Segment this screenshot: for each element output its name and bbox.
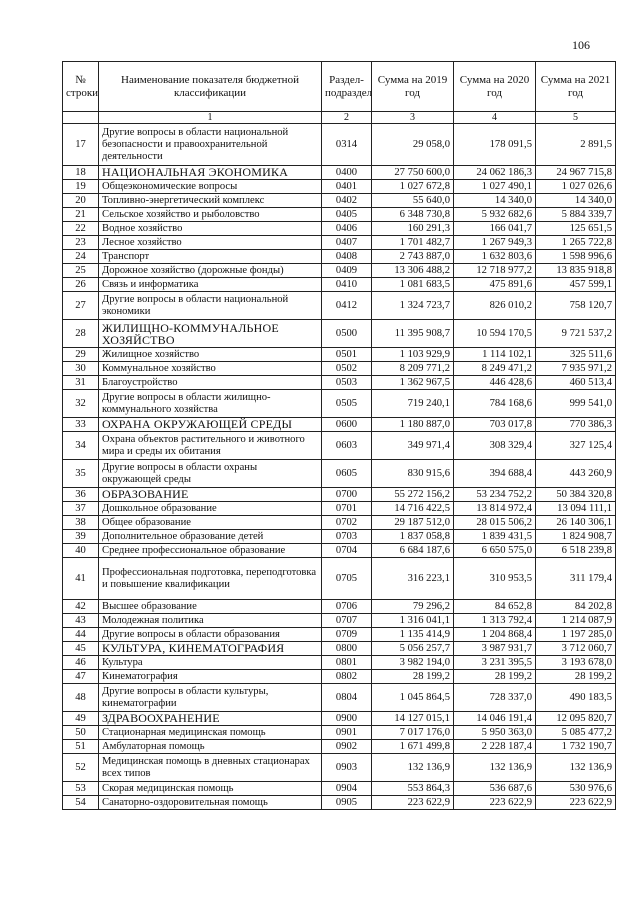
sum-2020: 12 718 977,2	[454, 264, 536, 278]
indicator-name: Общеэкономические вопросы	[99, 180, 322, 194]
section-code: 0801	[322, 656, 372, 670]
row-number: 24	[63, 250, 99, 264]
indicator-name: ОБРАЗОВАНИЕ	[99, 488, 322, 502]
section-code: 0406	[322, 222, 372, 236]
section-code: 0407	[322, 236, 372, 250]
sum-2021: 325 511,6	[536, 348, 616, 362]
table-row	[63, 488, 616, 502]
sum-2021: 1 214 087,9	[536, 614, 616, 628]
sum-2021: 1 027 026,6	[536, 180, 616, 194]
section-code: 0702	[322, 516, 372, 530]
sum-2021: 28 199,2	[536, 670, 616, 684]
sum-2020: 536 687,6	[454, 782, 536, 796]
row-number: 46	[63, 656, 99, 670]
indicator-name: Дошкольное образование	[99, 502, 322, 516]
sum-2021: 490 183,5	[536, 684, 616, 712]
column-number-blank	[63, 112, 99, 124]
row-number: 18	[63, 166, 99, 180]
table-row	[63, 684, 616, 712]
section-code: 0503	[322, 376, 372, 390]
table-row	[63, 530, 616, 544]
table-row	[63, 348, 616, 362]
sum-2019: 6 684 187,6	[372, 544, 454, 558]
sum-2021: 7 935 971,2	[536, 362, 616, 376]
indicator-name: КУЛЬТУРА, КИНЕМАТОГРАФИЯ	[99, 642, 322, 656]
row-number: 50	[63, 726, 99, 740]
table-row	[63, 558, 616, 600]
sum-2019: 1 135 414,9	[372, 628, 454, 642]
table-row	[63, 614, 616, 628]
sum-2019: 830 915,6	[372, 460, 454, 488]
section-code: 0405	[322, 208, 372, 222]
sum-2020: 6 650 575,0	[454, 544, 536, 558]
sum-2019: 13 306 488,2	[372, 264, 454, 278]
row-number: 43	[63, 614, 99, 628]
sum-2021: 3 712 060,7	[536, 642, 616, 656]
sum-2021: 443 260,9	[536, 460, 616, 488]
indicator-name: НАЦИОНАЛЬНАЯ ЭКОНОМИКА	[99, 166, 322, 180]
row-number: 52	[63, 754, 99, 782]
column-number: 4	[454, 112, 536, 124]
sum-2019: 7 017 176,0	[372, 726, 454, 740]
sum-2019: 1 671 499,8	[372, 740, 454, 754]
indicator-name: Лесное хозяйство	[99, 236, 322, 250]
sum-2020: 2 228 187,4	[454, 740, 536, 754]
sum-2021: 223 622,9	[536, 796, 616, 810]
sum-2021: 1 598 996,6	[536, 250, 616, 264]
indicator-name: Высшее образование	[99, 600, 322, 614]
sum-2020: 14 046 191,4	[454, 712, 536, 726]
sum-2021: 5 085 477,2	[536, 726, 616, 740]
indicator-name: Амбулаторная помощь	[99, 740, 322, 754]
indicator-name: ЖИЛИЩНО-КОММУНАЛЬНОЕ ХОЗЯЙСТВО	[99, 320, 322, 348]
sum-2021: 5 884 339,7	[536, 208, 616, 222]
row-number: 39	[63, 530, 99, 544]
table-row	[63, 124, 616, 166]
sum-2021: 1 824 908,7	[536, 530, 616, 544]
sum-2019: 1 103 929,9	[372, 348, 454, 362]
sum-2019: 29 058,0	[372, 124, 454, 166]
indicator-name: Дорожное хозяйство (дорожные фонды)	[99, 264, 322, 278]
row-number: 30	[63, 362, 99, 376]
indicator-name: Общее образование	[99, 516, 322, 530]
indicator-name: ОХРАНА ОКРУЖАЮЩЕЙ СРЕДЫ	[99, 418, 322, 432]
column-number-row	[63, 112, 616, 124]
section-code: 0408	[322, 250, 372, 264]
row-number: 48	[63, 684, 99, 712]
row-number: 37	[63, 502, 99, 516]
column-number: 2	[322, 112, 372, 124]
sum-2019: 1 324 723,7	[372, 292, 454, 320]
row-number: 31	[63, 376, 99, 390]
indicator-name: Водное хозяйство	[99, 222, 322, 236]
row-number: 20	[63, 194, 99, 208]
table-row	[63, 460, 616, 488]
section-code: 0505	[322, 390, 372, 418]
indicator-name: Молодежная политика	[99, 614, 322, 628]
section-code: 0700	[322, 488, 372, 502]
row-number: 33	[63, 418, 99, 432]
sum-2020: 308 329,4	[454, 432, 536, 460]
table-row	[63, 292, 616, 320]
indicator-name: Связь и информатика	[99, 278, 322, 292]
sum-2020: 24 062 186,3	[454, 166, 536, 180]
indicator-name: Охрана объектов растительного и животного мира и среды их обитания	[99, 432, 322, 460]
indicator-name: Профессиональная подготовка, переподготовка и повышение квалификации	[99, 558, 322, 600]
sum-2020: 826 010,2	[454, 292, 536, 320]
header-section-code: Раздел-подраздел	[322, 62, 372, 112]
sum-2021: 13 094 111,1	[536, 502, 616, 516]
row-number: 41	[63, 558, 99, 600]
sum-2021: 13 835 918,8	[536, 264, 616, 278]
sum-2020: 28 015 506,2	[454, 516, 536, 530]
sum-2020: 178 091,5	[454, 124, 536, 166]
section-code: 0600	[322, 418, 372, 432]
table-row	[63, 432, 616, 460]
indicator-name: Коммунальное хозяйство	[99, 362, 322, 376]
table-row	[63, 278, 616, 292]
sum-2019: 132 136,9	[372, 754, 454, 782]
section-code: 0903	[322, 754, 372, 782]
sum-2019: 1 045 864,5	[372, 684, 454, 712]
header-sum-2021: Сумма на 2021 год	[536, 62, 616, 112]
indicator-name: Сельское хозяйство и рыболовство	[99, 208, 322, 222]
row-number: 23	[63, 236, 99, 250]
indicator-name: Кинематография	[99, 670, 322, 684]
sum-2020: 784 168,6	[454, 390, 536, 418]
row-number: 27	[63, 292, 99, 320]
section-code: 0901	[322, 726, 372, 740]
row-number: 29	[63, 348, 99, 362]
row-number: 42	[63, 600, 99, 614]
section-code: 0905	[322, 796, 372, 810]
sum-2020: 1 313 792,4	[454, 614, 536, 628]
section-code: 0605	[322, 460, 372, 488]
indicator-name: Другие вопросы в области охраны окружающей среды	[99, 460, 322, 488]
sum-2020: 1 204 868,4	[454, 628, 536, 642]
indicator-name: ЗДРАВООХРАНЕНИЕ	[99, 712, 322, 726]
row-number: 49	[63, 712, 99, 726]
table-row	[63, 376, 616, 390]
sum-2020: 1 632 803,6	[454, 250, 536, 264]
indicator-name: Медицинская помощь в дневных стационарах всех типов	[99, 754, 322, 782]
sum-2021: 24 967 715,8	[536, 166, 616, 180]
table-body	[63, 124, 616, 810]
row-number: 36	[63, 488, 99, 502]
sum-2019: 27 750 600,0	[372, 166, 454, 180]
sum-2019: 11 395 908,7	[372, 320, 454, 348]
row-number: 51	[63, 740, 99, 754]
sum-2020: 13 814 972,4	[454, 502, 536, 516]
indicator-name: Дополнительное образование детей	[99, 530, 322, 544]
sum-2019: 6 348 730,8	[372, 208, 454, 222]
sum-2020: 1 267 949,3	[454, 236, 536, 250]
sum-2019: 1 837 058,8	[372, 530, 454, 544]
section-code: 0704	[322, 544, 372, 558]
table-row	[63, 754, 616, 782]
section-code: 0412	[322, 292, 372, 320]
section-code: 0400	[322, 166, 372, 180]
indicator-name: Культура	[99, 656, 322, 670]
table-row	[63, 236, 616, 250]
table-row	[63, 726, 616, 740]
table-row	[63, 600, 616, 614]
sum-2019: 28 199,2	[372, 670, 454, 684]
header-sum-2020: Сумма на 2020 год	[454, 62, 536, 112]
table-row	[63, 418, 616, 432]
row-number: 21	[63, 208, 99, 222]
row-number: 19	[63, 180, 99, 194]
indicator-name: Жилищное хозяйство	[99, 348, 322, 362]
sum-2020: 475 891,6	[454, 278, 536, 292]
sum-2020: 132 136,9	[454, 754, 536, 782]
indicator-name: Другие вопросы в области культуры, кинематографии	[99, 684, 322, 712]
indicator-name: Среднее профессиональное образование	[99, 544, 322, 558]
indicator-name: Другие вопросы в области национальной экономики	[99, 292, 322, 320]
indicator-name: Другие вопросы в области жилищно-коммунального хозяйства	[99, 390, 322, 418]
table-row	[63, 740, 616, 754]
table-row	[63, 208, 616, 222]
sum-2019: 14 127 015,1	[372, 712, 454, 726]
sum-2021: 50 384 320,8	[536, 488, 616, 502]
sum-2020: 446 428,6	[454, 376, 536, 390]
sum-2019: 79 296,2	[372, 600, 454, 614]
sum-2021: 14 340,0	[536, 194, 616, 208]
sum-2019: 223 622,9	[372, 796, 454, 810]
sum-2021: 125 651,5	[536, 222, 616, 236]
sum-2021: 460 513,4	[536, 376, 616, 390]
section-code: 0501	[322, 348, 372, 362]
sum-2019: 1 081 683,5	[372, 278, 454, 292]
header-indicator-name: Наименование показателя бюджетной классификации	[99, 62, 322, 112]
section-code: 0900	[322, 712, 372, 726]
row-number: 26	[63, 278, 99, 292]
sum-2020: 53 234 752,2	[454, 488, 536, 502]
sum-2021: 1 732 190,7	[536, 740, 616, 754]
sum-2019: 55 640,0	[372, 194, 454, 208]
sum-2020: 1 839 431,5	[454, 530, 536, 544]
sum-2020: 84 652,8	[454, 600, 536, 614]
table-row	[63, 320, 616, 348]
sum-2020: 703 017,8	[454, 418, 536, 432]
sum-2021: 6 518 239,8	[536, 544, 616, 558]
sum-2021: 3 193 678,0	[536, 656, 616, 670]
table-row	[63, 502, 616, 516]
table-row	[63, 166, 616, 180]
sum-2021: 530 976,6	[536, 782, 616, 796]
section-code: 0709	[322, 628, 372, 642]
table-row	[63, 222, 616, 236]
sum-2020: 3 987 931,7	[454, 642, 536, 656]
table-row	[63, 250, 616, 264]
sum-2020: 310 953,5	[454, 558, 536, 600]
table-row	[63, 642, 616, 656]
table-row	[63, 656, 616, 670]
indicator-name: Транспорт	[99, 250, 322, 264]
section-code: 0401	[322, 180, 372, 194]
sum-2021: 2 891,5	[536, 124, 616, 166]
row-number: 17	[63, 124, 99, 166]
column-number: 3	[372, 112, 454, 124]
row-number: 35	[63, 460, 99, 488]
table-header-row	[63, 62, 616, 112]
indicator-name: Топливно-энергетический комплекс	[99, 194, 322, 208]
sum-2020: 5 932 682,6	[454, 208, 536, 222]
section-code: 0314	[322, 124, 372, 166]
section-code: 0502	[322, 362, 372, 376]
indicator-name: Другие вопросы в области образования	[99, 628, 322, 642]
sum-2020: 3 231 395,5	[454, 656, 536, 670]
budget-table	[62, 61, 616, 810]
sum-2020: 5 950 363,0	[454, 726, 536, 740]
section-code: 0707	[322, 614, 372, 628]
sum-2021: 12 095 820,7	[536, 712, 616, 726]
row-number: 38	[63, 516, 99, 530]
section-code: 0409	[322, 264, 372, 278]
indicator-name: Скорая медицинская помощь	[99, 782, 322, 796]
sum-2021: 327 125,4	[536, 432, 616, 460]
table-row	[63, 390, 616, 418]
sum-2019: 3 982 194,0	[372, 656, 454, 670]
row-number: 54	[63, 796, 99, 810]
section-code: 0703	[322, 530, 372, 544]
sum-2019: 160 291,3	[372, 222, 454, 236]
sum-2019: 1 027 672,8	[372, 180, 454, 194]
sum-2020: 1 027 490,1	[454, 180, 536, 194]
section-code: 0902	[322, 740, 372, 754]
row-number: 34	[63, 432, 99, 460]
section-code: 0705	[322, 558, 372, 600]
sum-2020: 223 622,9	[454, 796, 536, 810]
row-number: 47	[63, 670, 99, 684]
sum-2019: 1 362 967,5	[372, 376, 454, 390]
sum-2019: 2 743 887,0	[372, 250, 454, 264]
sum-2020: 14 340,0	[454, 194, 536, 208]
sum-2020: 728 337,0	[454, 684, 536, 712]
sum-2021: 457 599,1	[536, 278, 616, 292]
section-code: 0802	[322, 670, 372, 684]
table-row	[63, 194, 616, 208]
table-row	[63, 712, 616, 726]
row-number: 28	[63, 320, 99, 348]
indicator-name: Другие вопросы в области национальной безопасности и правоохранительной деятельности	[99, 124, 322, 166]
table-row	[63, 670, 616, 684]
sum-2021: 999 541,0	[536, 390, 616, 418]
column-number: 1	[99, 112, 322, 124]
table-row	[63, 264, 616, 278]
sum-2019: 719 240,1	[372, 390, 454, 418]
section-code: 0800	[322, 642, 372, 656]
section-code: 0402	[322, 194, 372, 208]
table-row	[63, 180, 616, 194]
page-number: 106	[572, 38, 590, 52]
sum-2021: 311 179,4	[536, 558, 616, 600]
row-number: 44	[63, 628, 99, 642]
sum-2020: 8 249 471,2	[454, 362, 536, 376]
sum-2019: 55 272 156,2	[372, 488, 454, 502]
row-number: 40	[63, 544, 99, 558]
column-number: 5	[536, 112, 616, 124]
row-number: 25	[63, 264, 99, 278]
table-row	[63, 782, 616, 796]
sum-2019: 8 209 771,2	[372, 362, 454, 376]
section-code: 0410	[322, 278, 372, 292]
section-code: 0701	[322, 502, 372, 516]
sum-2021: 9 721 537,2	[536, 320, 616, 348]
table-row	[63, 362, 616, 376]
sum-2019: 29 187 512,0	[372, 516, 454, 530]
sum-2019: 1 316 041,1	[372, 614, 454, 628]
row-number: 22	[63, 222, 99, 236]
section-code: 0904	[322, 782, 372, 796]
table-row	[63, 796, 616, 810]
sum-2021: 84 202,8	[536, 600, 616, 614]
row-number: 45	[63, 642, 99, 656]
sum-2019: 14 716 422,5	[372, 502, 454, 516]
table-row	[63, 544, 616, 558]
section-code: 0804	[322, 684, 372, 712]
section-code: 0706	[322, 600, 372, 614]
indicator-name: Санаторно-оздоровительная помощь	[99, 796, 322, 810]
header-row-number: № строки	[63, 62, 99, 112]
sum-2019: 5 056 257,7	[372, 642, 454, 656]
sum-2019: 316 223,1	[372, 558, 454, 600]
sum-2021: 758 120,7	[536, 292, 616, 320]
indicator-name: Стационарная медицинская помощь	[99, 726, 322, 740]
section-code: 0603	[322, 432, 372, 460]
sum-2021: 770 386,3	[536, 418, 616, 432]
indicator-name: Благоустройство	[99, 376, 322, 390]
row-number: 53	[63, 782, 99, 796]
sum-2019: 1 180 887,0	[372, 418, 454, 432]
sum-2020: 1 114 102,1	[454, 348, 536, 362]
sum-2020: 166 041,7	[454, 222, 536, 236]
sum-2020: 28 199,2	[454, 670, 536, 684]
sum-2021: 1 197 285,0	[536, 628, 616, 642]
table-row	[63, 628, 616, 642]
sum-2020: 394 688,4	[454, 460, 536, 488]
sum-2019: 349 971,4	[372, 432, 454, 460]
table-row	[63, 516, 616, 530]
row-number: 32	[63, 390, 99, 418]
sum-2019: 1 701 482,7	[372, 236, 454, 250]
sum-2019: 553 864,3	[372, 782, 454, 796]
header-sum-2019: Сумма на 2019 год	[372, 62, 454, 112]
sum-2020: 10 594 170,5	[454, 320, 536, 348]
sum-2021: 1 265 722,8	[536, 236, 616, 250]
sum-2021: 26 140 306,1	[536, 516, 616, 530]
section-code: 0500	[322, 320, 372, 348]
sum-2021: 132 136,9	[536, 754, 616, 782]
